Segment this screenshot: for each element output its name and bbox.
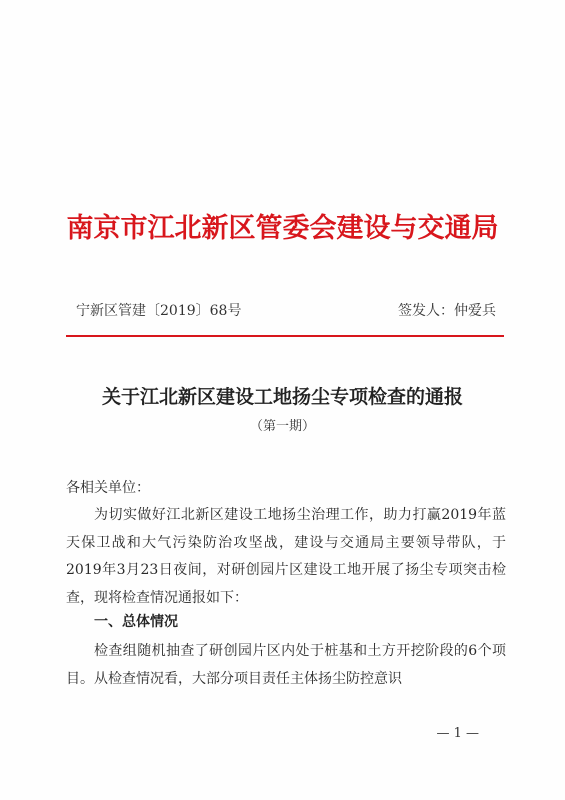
document-meta-line (76, 300, 496, 322)
page-number: — 1 — (436, 726, 479, 741)
section-heading-overview: 一、总体情况 (94, 614, 178, 630)
body-paragraph-2: 检查组随机抽查了研创园片区内处于桩基和土方开挖阶段的6个项目。从检查情况看，大部分项目责任主体扬尘防控意识 (66, 643, 506, 687)
salutation: 各相关单位： (66, 480, 150, 496)
document-number: 宁新区管建〔2019〕68号 (76, 303, 242, 319)
issuing-organization-title: 南京市江北新区管委会建设与交通局 (66, 213, 499, 244)
body-paragraph-1: 为切实做好江北新区建设工地扬尘治理工作，助力打赢2019年蓝天保卫战和大气污染防治攻坚战，建设与交通局主要领导带队，于2019年3月23日夜间，对研创园片区建设工地开展了扬尘专项突击检查，现将检查情况通报如下： (66, 507, 506, 606)
issue-number: （第一期） (249, 419, 315, 434)
notice-title: 关于江北新区建设工地扬尘专项检查的通报 (101, 386, 463, 408)
red-separator-line (66, 335, 504, 337)
signer: 签发人：仲爱兵 (398, 303, 496, 319)
